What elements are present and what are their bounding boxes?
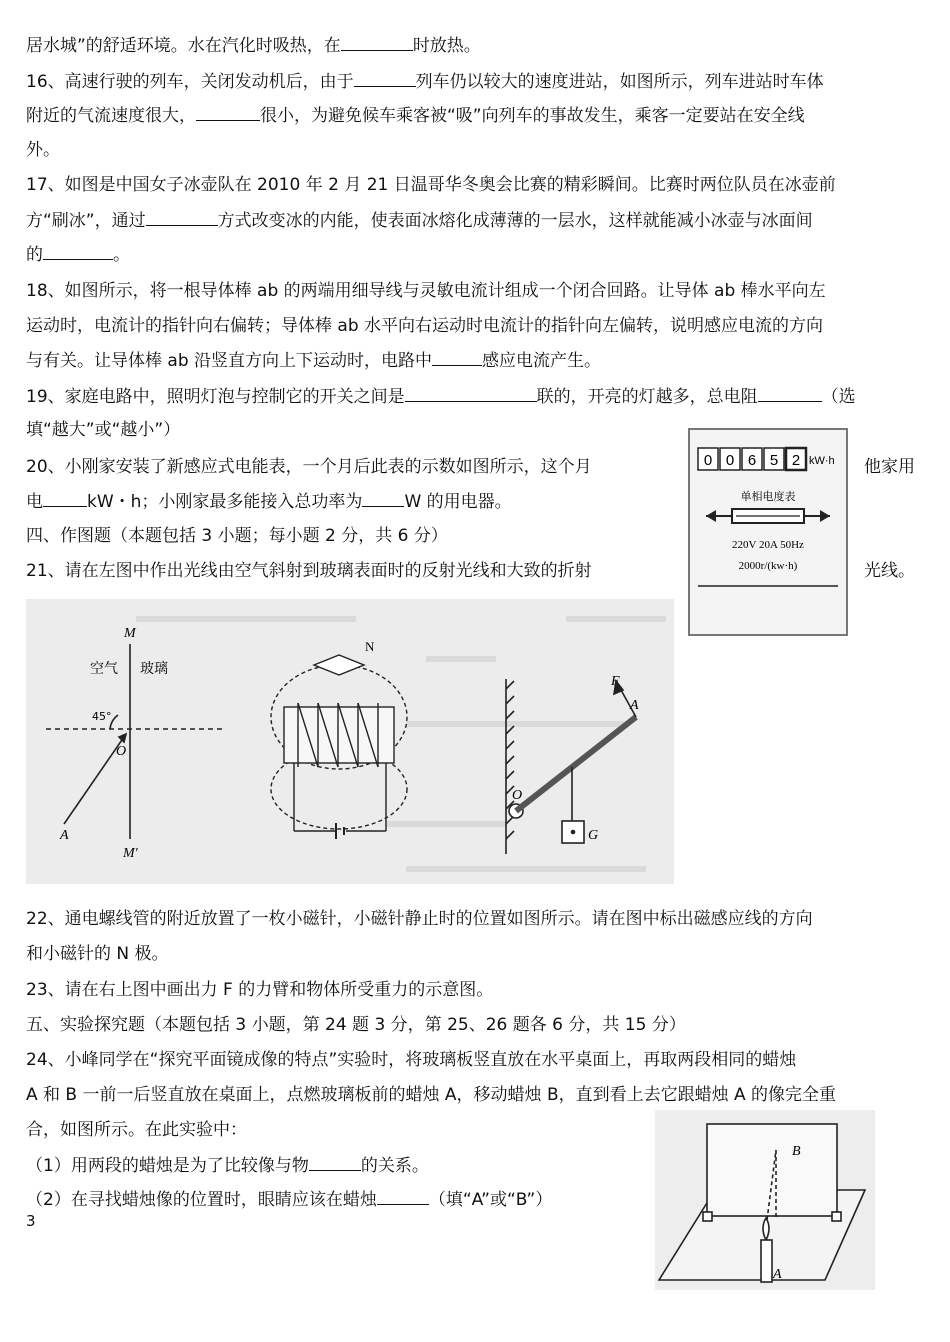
answer-blank[interactable] — [43, 490, 87, 507]
meter-revolutions: 2000r/(kw·h) — [738, 560, 798, 572]
drawing-figure-three-panel — [26, 599, 674, 884]
label-O: O — [116, 744, 127, 759]
label-N: N — [365, 639, 375, 654]
text: 很小，为避免候车乘客被“吸”向列车的事故发生，乘客一定要站在安全线 — [260, 106, 805, 126]
answer-blank[interactable] — [354, 70, 416, 87]
label-M: M — [124, 626, 136, 641]
q16-line2 — [26, 104, 805, 127]
label-angle: 45° — [92, 710, 112, 723]
meter-digit: 6 — [747, 452, 757, 469]
label-A-lever: A — [630, 698, 639, 713]
text: 列车仍以较大的速度进站，如图所示，列车进站时车体 — [415, 72, 824, 92]
meter-unit: kW·h — [809, 455, 835, 467]
text: kW・h；小刚家最多能接入总功率为 — [87, 492, 363, 512]
meter-digit: 5 — [769, 452, 779, 469]
text: （填“A”或“B”） — [428, 1190, 553, 1210]
q21-line: 21、请在左图中作出光线由空气斜射到玻璃表面时的反射光线和大致的折射 — [26, 561, 592, 581]
plane-mirror-figure — [655, 1110, 875, 1290]
text: W 的用电器。 — [404, 492, 512, 512]
answer-blank[interactable] — [405, 385, 537, 402]
text: 。 — [113, 245, 130, 265]
text: 联的，开亮的灯越多，总电阻 — [536, 387, 758, 407]
section5-heading: 五、实验探究题（本题包括 3 小题，第 24 题 3 分，第 25、26 题各 6 分，共 15 分） — [26, 1015, 686, 1035]
text: 电 — [26, 492, 43, 512]
label-candle-A: A — [773, 1267, 782, 1282]
q18-line3 — [26, 349, 601, 372]
q24-sub2 — [26, 1188, 552, 1211]
text: 的 — [26, 245, 43, 265]
q18-line2: 运动时，电流计的指针向右偏转；导体棒 ab 水平向右运动时电流计的指针向左偏转，说明感应电流的方向 — [26, 316, 824, 336]
meter-digit-decimal: 2 — [791, 452, 801, 469]
answer-blank[interactable] — [146, 209, 218, 226]
answer-blank[interactable] — [43, 243, 113, 260]
label-candle-B: B — [792, 1144, 801, 1159]
q20-line2 — [26, 490, 512, 513]
answer-blank[interactable] — [362, 490, 404, 507]
q24-line2: A 和 B 一前一后竖直放在桌面上，点燃玻璃板前的蜡烛 A，移动蜡烛 B，直到看上去它跟蜡烛 A 的像完全重 — [26, 1085, 837, 1105]
answer-blank[interactable] — [341, 34, 413, 51]
answer-blank[interactable] — [377, 1188, 429, 1205]
text: 居水城”的舒适环境。水在汽化时吸热，在 — [26, 36, 341, 56]
q20-line1: 20、小刚家安装了新感应式电能表，一个月后此表的示数如图所示，这个月 — [26, 457, 592, 477]
text: 感应电流产生。 — [482, 351, 602, 371]
label-F: F — [611, 674, 620, 689]
label-air: 空气 — [90, 661, 118, 677]
answer-blank[interactable] — [196, 104, 260, 121]
q23-line: 23、请在右上图中画出力 F 的力臂和物体所受重力的示意图。 — [26, 980, 494, 1000]
q18-line1: 18、如图所示，将一根导体棒 ab 的两端用细导线与灵敏电流计组成一个闭合回路。让导体 ab 棒水平向左 — [26, 281, 826, 301]
label-G: G — [588, 828, 599, 843]
answer-blank[interactable] — [309, 1154, 361, 1171]
q15-tail-line — [26, 34, 481, 57]
q17-line1: 17、如图是中国女子冰壶队在 2010 年 2 月 21 日温哥华冬奥会比赛的精彩瞬间。比赛时两位队员在冰壶前 — [26, 175, 836, 195]
q24-line3: 合，如图所示。在此实验中： — [26, 1120, 247, 1140]
meter-digit: 0 — [703, 452, 713, 469]
q19-line1 — [26, 385, 856, 408]
q16-line3: 外。 — [26, 140, 60, 160]
text: 方“刷冰”，通过 — [26, 211, 146, 231]
text: 的关系。 — [360, 1156, 429, 1176]
meter-name: 单相电度表 — [740, 490, 796, 503]
text: 与有关。让导体棒 ab 沿竖直方向上下运动时，电路中 — [26, 351, 433, 371]
text: （选 — [821, 387, 856, 407]
label-M-prime: M' — [123, 846, 138, 861]
q22-line1: 22、通电螺线管的附近放置了一枚小磁针，小磁针静止时的位置如图所示。请在图中标出磁感应线的方向 — [26, 909, 813, 929]
q16-line1 — [26, 70, 824, 93]
section4-heading: 四、作图题（本题包括 3 小题；每小题 2 分，共 6 分） — [26, 526, 448, 546]
q24-line1: 24、小峰同学在“探究平面镜成像的特点”实验时，将玻璃板竖直放在水平桌面上，再取两段相同的蜡烛 — [26, 1050, 797, 1070]
text: （1）用两段的蜡烛是为了比较像与物 — [26, 1156, 309, 1176]
label-O-lever: O — [512, 788, 523, 803]
q19-line2: 填“越大”或“越小”） — [26, 420, 181, 440]
q17-line3 — [26, 243, 130, 266]
text: 附近的气流速度很大， — [26, 106, 196, 126]
text: 方式改变冰的内能，使表面冰熔化成薄薄的一层水，这样就能减小冰壶与冰面间 — [217, 211, 813, 231]
answer-blank[interactable] — [432, 349, 482, 366]
page-number: 3 — [26, 1212, 36, 1230]
meter-digit: 0 — [725, 452, 735, 469]
q24-sub1 — [26, 1154, 429, 1177]
electricity-meter-figure — [688, 428, 848, 636]
label-A: A — [60, 828, 69, 843]
text: 19、家庭电路中，照明灯泡与控制它的开关之间是 — [26, 387, 405, 407]
text: 16、高速行驶的列车，关闭发动机后，由于 — [26, 72, 354, 92]
label-glass: 玻璃 — [140, 661, 168, 677]
text: 时放热。 — [412, 36, 481, 56]
q21-line-tail: 光线。 — [864, 561, 915, 581]
q20-line1-tail: 他家用 — [864, 457, 915, 477]
text: （2）在寻找蜡烛像的位置时，眼睛应该在蜡烛 — [26, 1190, 377, 1210]
q22-line2: 和小磁针的 N 极。 — [26, 944, 169, 964]
answer-blank[interactable] — [758, 385, 822, 402]
meter-spec: 220V 20A 50Hz — [732, 539, 804, 551]
q17-line2 — [26, 209, 813, 232]
